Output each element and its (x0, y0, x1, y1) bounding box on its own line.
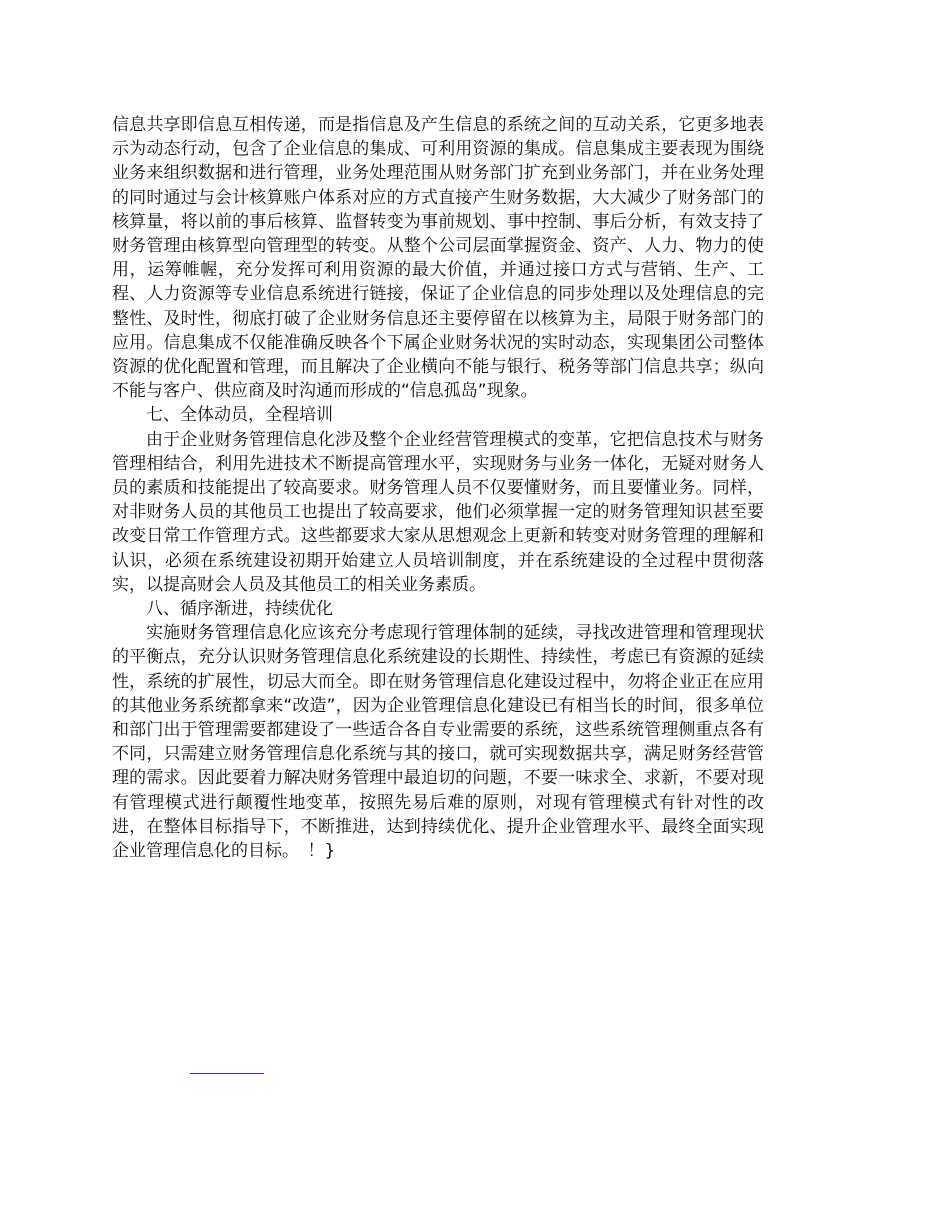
paragraph-information-sharing: 信息共享即信息互相传递，而是指信息及产生信息的系统之间的互动关系，它更多地表示为动态行动，包含了企业信息的集成、可利用资源的集成。信息集成主要表现为围绕业务来组织数据和进行管理，业务处理范围从财务部门扩充到业务部门，并在业务处理的同时通过与会计核算账户体系对应的方式直接产生财务数据，大大减少了财务部门的核算量，将以前的事后核算、监督转变为事前规划、事中控制、事后分析，有效支持了财务管理由核算型向管理型的转变。从整个公司层面掌握资金、资产、人力、物力的使用，运筹帷幄，充分发挥可利用资源的最大价值，并通过接口方式与营销、生产、工程、人力资源等专业信息系统进行链接，保证了企业信息的同步处理以及处理信息的完整性、及时性，彻底打破了企业财务信息还主要停留在以核算为主，局限于财务部门的应用。信息集成不仅能准确反映各个下属企业财务状况的实时动态，实现集团公司整体资源的优化配置和管理，而且解决了企业横向不能与银行、税务等部门信息共享；纵向不能与客户、供应商及时沟通而形成的“信息孤岛”现象。 (112, 115, 764, 402)
paragraph-training: 由于企业财务管理信息化涉及整个企业经营管理模式的变革，它把信息技术与财务管理相结合，利用先进技术不断提高管理水平，实现财务与业务一体化，无疑对财务人员的素质和技能提出了较高要求。财务管理人员不仅要懂财务，而且要懂业务。同样，对非财务人员的其他员工也提出了较高要求，他们必须掌握一定的财务管理知识甚至要改变日常工作管理方式。这些都要求大家从思想观念上更新和转变对财务管理的理解和认识，必须在系统建设初期开始建立人员培训制度，并在系统建设的全过程中贯彻落实，以提高财会人员及其他员工的相关业务素质。 (112, 429, 764, 595)
footnote-separator-line (190, 1073, 264, 1074)
section-heading-7: 七、全体动员，全程培训 (146, 405, 333, 426)
paragraph-optimization: 实施财务管理信息化应该充分考虑现行管理体制的延续，寻找改进管理和管理现状的平衡点，充分认识财务管理信息化系统建设的长期性、持续性，考虑已有资源的延续性，系统的扩展性，切忌大而全。即在财务管理信息化建设过程中，勿将企业正在应用的其他业务系统都拿来“改造”，因为企业管理信息化建设已有相当长的时间，很多单位和部门出于管理需要都建设了一些适合各自专业需要的系统，这些系统管理侧重点各有不同，只需建立财务管理信息化系统与其的接口，就可实现数据共享，满足财务经营管理的需求。因此要着力解决财务管理中最迫切的问题，不要一味求全、求新，不要对现有管理模式进行颠覆性地变革，按照先易后难的原则，对现有管理模式有针对性的改进，在整体目标指导下，不断推进，达到持续优化、提升企业管理水平、最终全面实现企业管理信息化的目标。 ！} (112, 623, 764, 862)
section-heading-8: 八、循序渐进，持续优化 (146, 599, 333, 620)
document-body (112, 113, 764, 863)
